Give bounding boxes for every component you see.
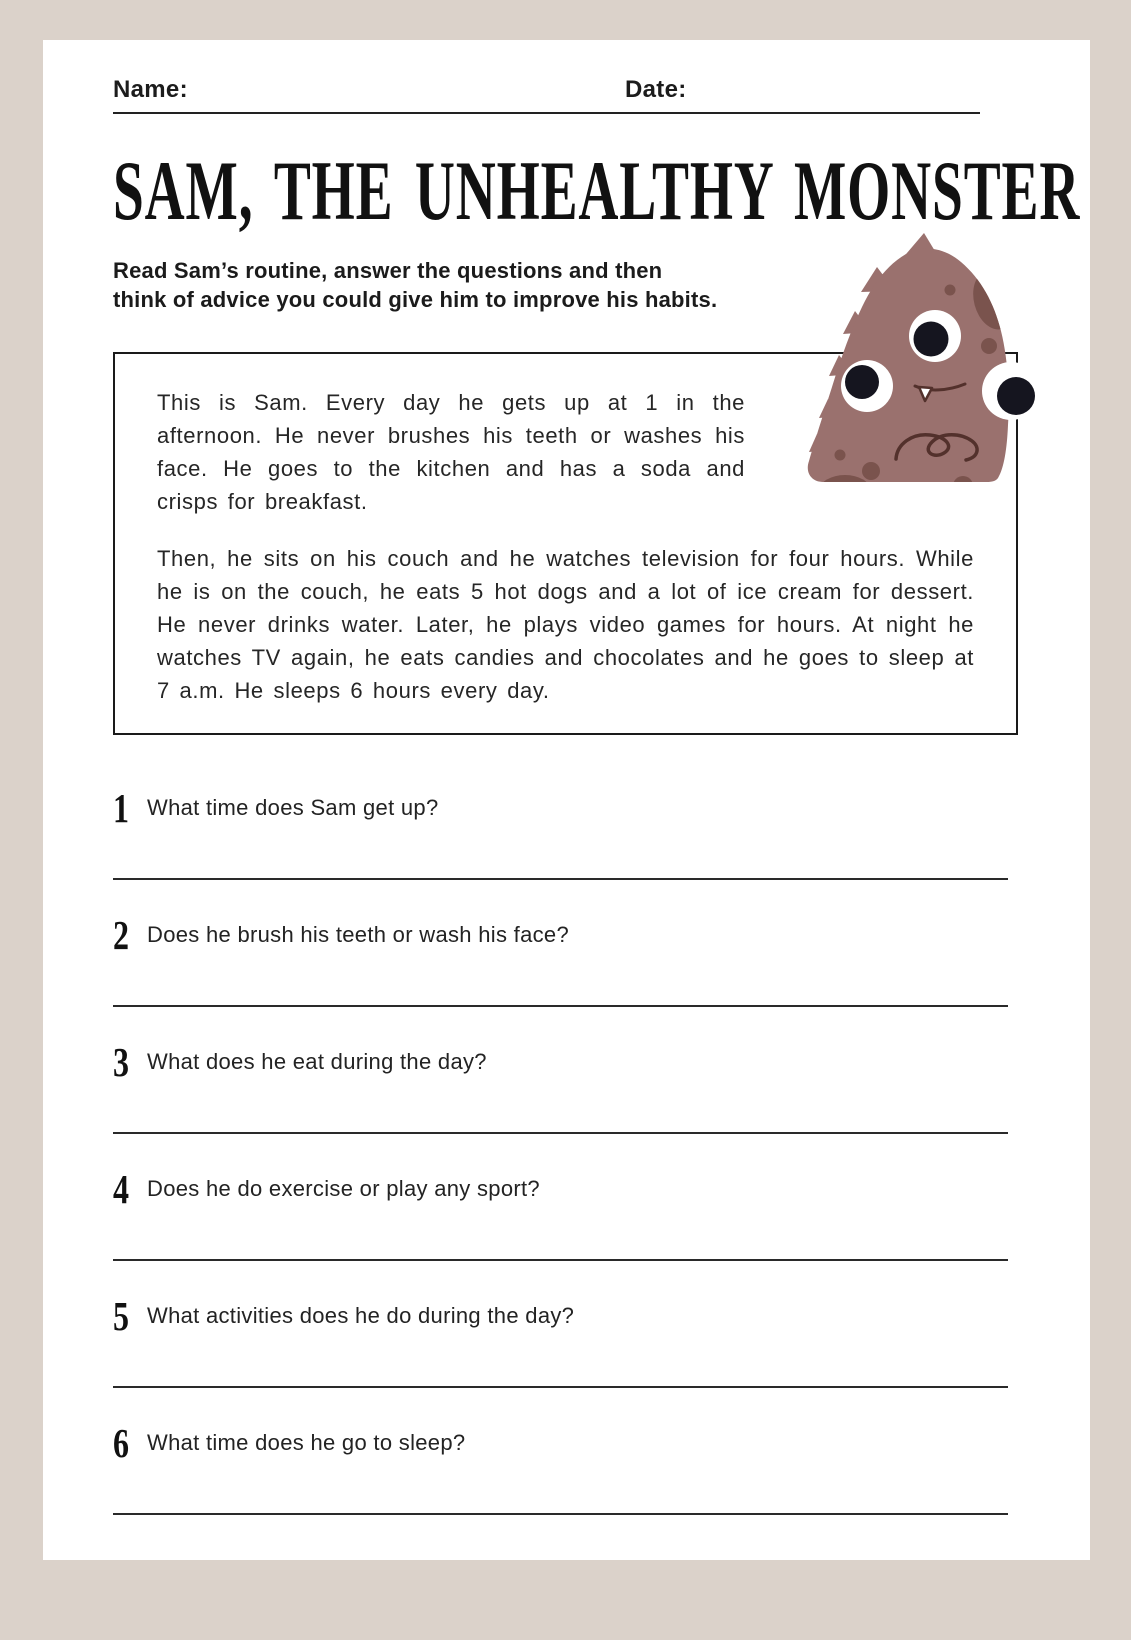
date-input-blank[interactable]: [687, 76, 1018, 104]
answer-line-6[interactable]: [113, 1513, 1008, 1515]
question-text: What does he eat during the day?: [147, 1049, 487, 1074]
question-number: 5: [113, 1292, 129, 1339]
date-field: [625, 76, 1018, 104]
monster-pupil-right: [997, 377, 1035, 415]
question-text: Does he brush his teeth or wash his face?: [147, 922, 569, 947]
question-number: 4: [113, 1165, 129, 1212]
date-label: Date:: [625, 76, 687, 103]
question-number: 1: [113, 784, 129, 831]
instructions-line-1: Read Sam’s routine, answer the questions and then: [113, 258, 663, 283]
question-text: What activities does he do during the day?: [147, 1303, 575, 1328]
question-item-2: [113, 911, 1018, 1007]
name-label: Name:: [113, 76, 188, 103]
header-underline: [113, 112, 980, 114]
sam-monster-illustration: [793, 228, 1043, 496]
answer-line-2[interactable]: [113, 1005, 1008, 1007]
worksheet-page: [43, 40, 1090, 1560]
answer-line-5[interactable]: [113, 1386, 1008, 1388]
question-number: 3: [113, 1038, 129, 1085]
question-item-4: [113, 1165, 1018, 1261]
name-field: [113, 76, 625, 104]
passage-paragraph-2: Then, he sits on his couch and he watches television for four hours. While he is on the couch, he eats 5 hot dogs and a lot of ice cream for dessert. He never drinks water. Later, he plays video games for hours. At night he watches TV again, he eats candies and chocolates and he goes to sleep at 7 a.m. He sleeps 6 hours every day.: [157, 546, 974, 703]
question-text: What time does he go to sleep?: [147, 1430, 466, 1455]
answer-line-4[interactable]: [113, 1259, 1008, 1261]
monster-pupil-center: [914, 322, 949, 357]
question-item-3: [113, 1038, 1018, 1134]
question-number: 6: [113, 1419, 129, 1466]
passage-paragraph-1: This is Sam. Every day he gets up at 1 in the afternoon. He never brushes his teeth or washes his face. He goes to the kitchen and has a soda and crisps for breakfast.: [157, 390, 745, 514]
question-text: Does he do exercise or play any sport?: [147, 1176, 540, 1201]
question-text: What time does Sam get up?: [147, 795, 439, 820]
name-input-blank[interactable]: [188, 76, 625, 104]
header-row: [113, 74, 1018, 104]
instructions-line-2: think of advice you could give him to improve his habits.: [113, 287, 718, 312]
answer-line-1[interactable]: [113, 878, 1008, 880]
question-number: 2: [113, 911, 129, 958]
answer-line-3[interactable]: [113, 1132, 1008, 1134]
question-item-5: [113, 1292, 1018, 1388]
worksheet-title: SAM, THE UNHEALTHY MONSTER: [113, 144, 1081, 239]
question-item-1: [113, 784, 1018, 880]
question-item-6: [113, 1419, 1018, 1515]
monster-pupil-left: [845, 365, 879, 399]
questions-list: [113, 784, 1018, 1515]
